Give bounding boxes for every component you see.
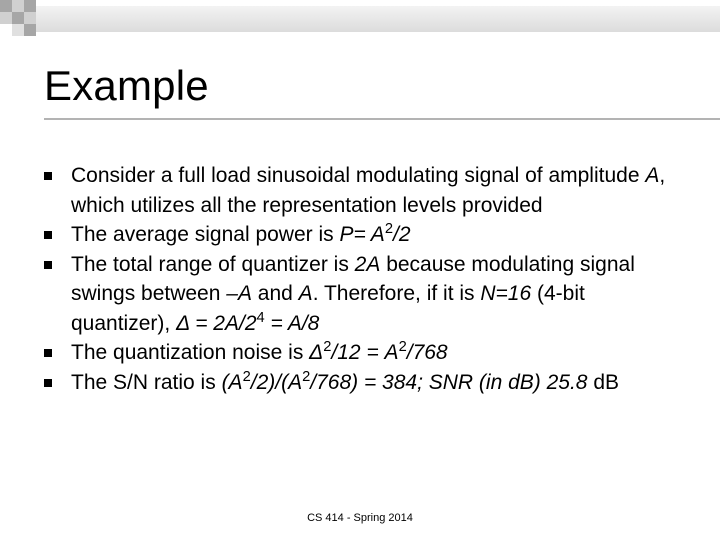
text-run: The total range of quantizer is — [71, 252, 355, 276]
text-run: The S/N ratio is — [71, 370, 222, 394]
superscript: 2 — [323, 338, 332, 355]
deco-square — [12, 24, 24, 36]
header-gradient-bar — [36, 6, 720, 32]
superscript: 2 — [242, 368, 251, 385]
text-run: P= A — [339, 223, 385, 246]
text-run: /12 = A — [331, 341, 399, 364]
text-run: N=16 — [480, 282, 532, 305]
bullet-item — [44, 338, 684, 368]
text-run: /2 — [393, 223, 411, 246]
bullet-item — [44, 250, 684, 339]
square-bullet-icon — [44, 172, 52, 180]
text-run: /768 — [406, 341, 448, 364]
bullet-item — [44, 161, 684, 220]
text-run: /768) = 384; SNR (in dB) 25.8 — [310, 370, 588, 394]
bullet-list — [44, 161, 684, 397]
title-underline — [44, 118, 720, 120]
deco-square — [24, 24, 36, 36]
text-run: (4-bit quantizer), — [71, 282, 585, 335]
deco-square — [12, 0, 24, 12]
text-run: The quantization noise is — [71, 341, 310, 364]
text-run: The average signal power is — [71, 223, 340, 246]
superscript: 2 — [384, 220, 393, 237]
deco-square — [24, 12, 36, 24]
text-run: , which utilizes all the representation levels provided — [71, 164, 666, 217]
deco-square — [0, 0, 12, 12]
superscript: 4 — [256, 309, 265, 326]
text-run: Consider a full load sinusoidal modulating signal of amplitude — [71, 164, 646, 187]
text-run: because modulating signal swings between — [71, 252, 635, 305]
text-run: . Therefore, if it is — [312, 282, 481, 305]
deco-square — [0, 12, 12, 24]
superscript: 2 — [302, 368, 311, 385]
text-run: –A — [226, 282, 252, 305]
square-bullet-icon — [44, 261, 52, 269]
text-run: dB — [587, 370, 620, 394]
text-run: and — [251, 282, 299, 305]
text-run: A — [645, 164, 660, 187]
square-bullet-icon — [44, 349, 52, 357]
deco-square — [12, 12, 24, 24]
bullet-item — [44, 368, 684, 398]
deco-square — [24, 0, 36, 12]
text-run: /2)/(A — [250, 370, 303, 394]
text-run: A — [298, 282, 313, 305]
text-run: Δ — [309, 341, 324, 364]
text-run: 2A — [354, 252, 381, 276]
bullet-item — [44, 220, 684, 250]
square-bullet-icon — [44, 231, 52, 239]
text-run: Δ = 2A/2 — [176, 311, 257, 335]
superscript: 2 — [398, 338, 407, 355]
text-run: (A — [221, 370, 243, 394]
square-bullet-icon — [44, 379, 52, 387]
slide-footer: CS 414 - Spring 2014 — [307, 512, 413, 524]
slide-title: Example — [44, 62, 209, 109]
text-run: = A/8 — [264, 311, 320, 335]
